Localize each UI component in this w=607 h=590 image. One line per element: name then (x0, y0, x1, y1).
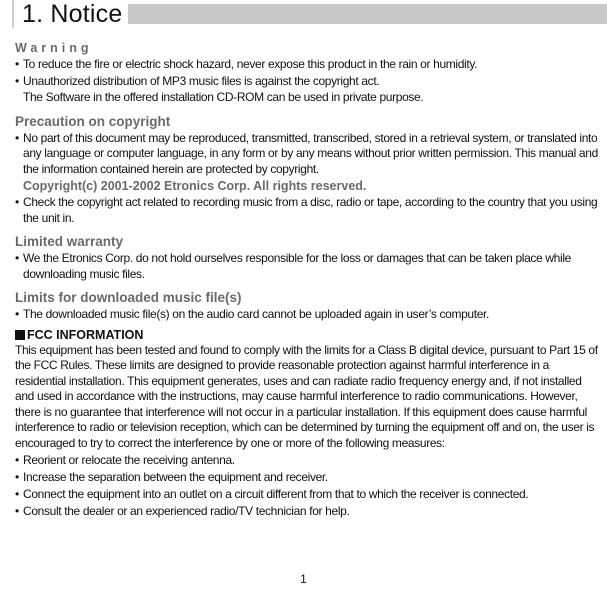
fcc-measure-item (15, 470, 600, 486)
bullet: • (15, 307, 19, 321)
fcc-measure-item (15, 487, 600, 503)
fcc-measures-list (15, 453, 600, 520)
fcc-measure-item (15, 453, 600, 469)
precaution-item-text: No part of this document may be reproduced, transmitted, transcribed, stored in a retrieval system, or translated into any language or computer language, in any form or by any means without prior written permission. This manual and the information contained herein are protected by copyright. (23, 130, 598, 176)
bullet: • (15, 486, 19, 501)
warranty-heading: Limited warranty (15, 234, 124, 249)
fcc-heading-text: FCC INFORMATION (27, 327, 144, 342)
fcc-measure-text: Connect the equipment into an outlet on a circuit different from that to which the receiver is connected. (23, 486, 529, 501)
bullet: • (15, 503, 19, 518)
warning-item-text: To reduce the fire or electric shock hazard, never expose this product in the rain or humidity. (23, 57, 478, 71)
precaution-item (15, 131, 600, 178)
warning-item-text: Unauthorized distribution of MP3 music files is against the copyright act. (23, 73, 380, 88)
warranty-item (15, 251, 600, 282)
warning-list (15, 57, 600, 106)
page-number: 1 (300, 572, 307, 586)
notice-content (15, 40, 600, 521)
downloaded-item-text: The downloaded music file(s) on the audio card cannot be uploaded again in user’s computer. (23, 307, 490, 321)
fcc-measure-text: Reorient or relocate the receiving antenna. (23, 452, 235, 467)
precaution-list (15, 131, 600, 227)
warranty-item-text: We the Etronics Corp. do not hold ourselves responsible for the loss or damages that can be taken place while downloading music files. (23, 251, 571, 281)
fcc-measure-text: Increase the separation between the equipment and receiver. (23, 469, 328, 484)
precaution-item (15, 195, 600, 226)
warning-heading: Warning (15, 41, 93, 55)
section-header (0, 0, 607, 28)
warning-item-continuation: The Software in the offered installation CD-ROM can be used in private purpose. (23, 90, 424, 104)
bullet: • (15, 73, 19, 88)
fcc-measure-item (15, 504, 600, 520)
header-band (128, 4, 607, 24)
fcc-heading (15, 327, 600, 343)
square-bullet-icon (15, 330, 25, 340)
bullet: • (15, 195, 19, 209)
warning-item (15, 57, 600, 73)
bullet: • (15, 57, 19, 71)
warning-item (15, 74, 600, 90)
precaution-item-text: Check the copyright act related to recording music from a disc, radio or tape, according to the country that you using the unit in. (23, 195, 598, 225)
bullet: • (15, 251, 19, 265)
fcc-body (15, 343, 600, 520)
fcc-measure-text: Consult the dealer or an experienced radio/TV technician for help. (23, 503, 350, 518)
bullet: • (15, 452, 19, 467)
downloaded-list (15, 307, 600, 323)
warranty-list (15, 251, 600, 282)
fcc-paragraph: This equipment has been tested and found to comply with the limits for a Class B digital device, pursuant to Part 15 of the FCC Rules. These limits are designed to provide reasonable protection against harmful interference in a residential installation. This equipment generates, uses and can radiate radio frequency energy and, if not installed and used in accordance with the instructions, may cause harmful interference to radio communications. However, there is no guarantee that interference will not occur in a particular installation. If this equipment does cause harmful interference to radio or television reception, which can be determined by turning the equipment off and on, the user is encouraged to try to correct the interference by one or more of the following measures: (15, 342, 598, 450)
downloaded-item (15, 307, 600, 323)
copyright-notice: Copyright(c) 2001-2002 Etronics Corp. All rights reserved. (23, 179, 367, 193)
section-title: 1. Notice (22, 0, 123, 28)
downloaded-heading: Limits for downloaded music file(s) (15, 290, 242, 305)
bullet: • (15, 469, 19, 484)
bullet: • (15, 130, 19, 145)
precaution-heading: Precaution on copyright (15, 113, 171, 129)
